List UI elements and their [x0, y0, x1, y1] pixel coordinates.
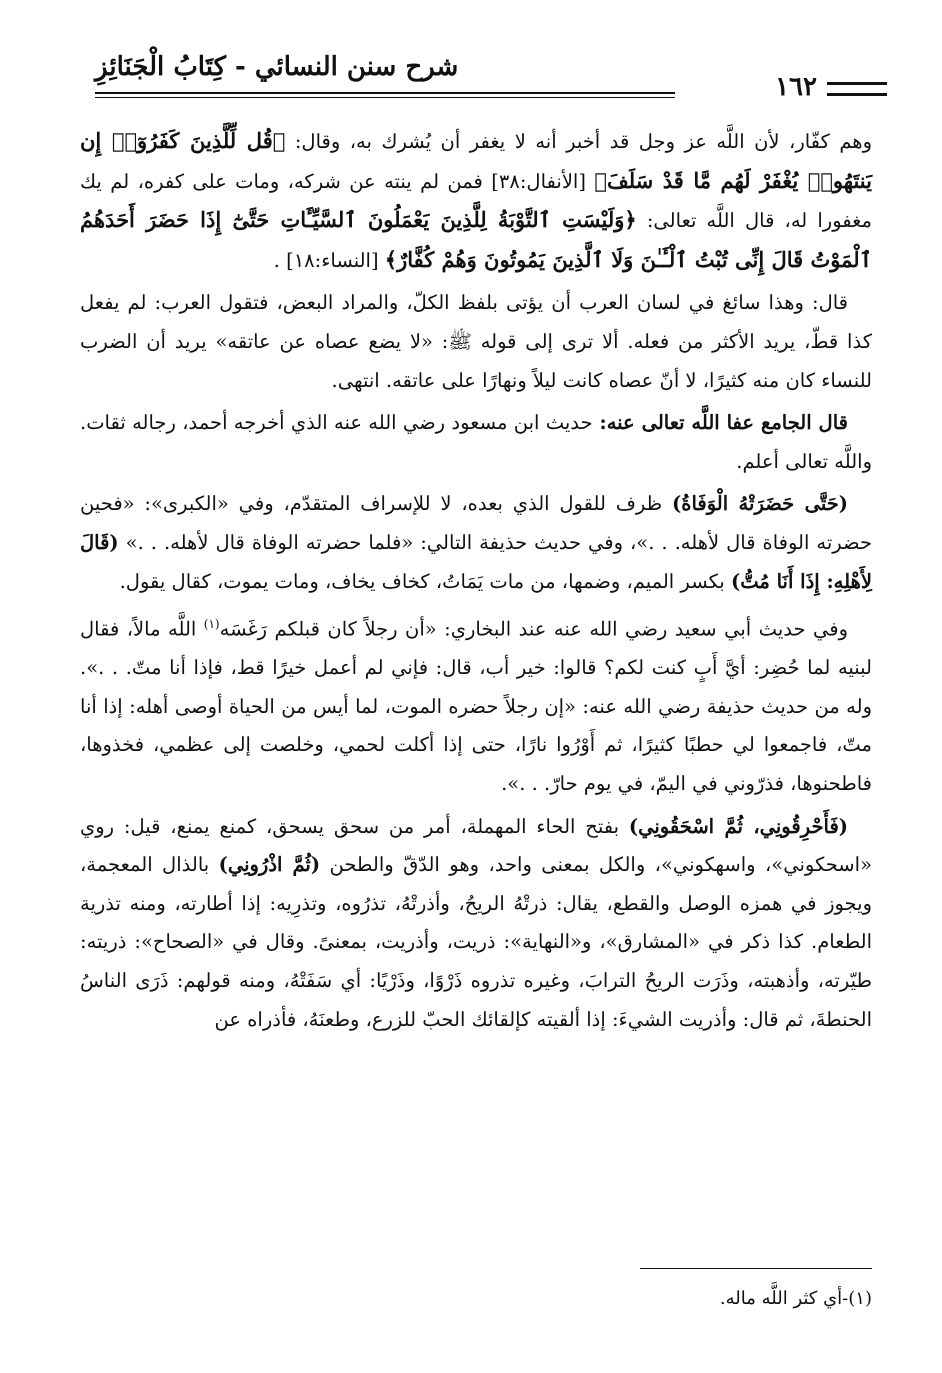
paragraph-p1 [80, 122, 872, 280]
text-run: [النساء:١٨] . [273, 248, 385, 272]
footnote: (١)-أي كثر اللَّه ماله. [719, 1288, 872, 1309]
header-rule [95, 92, 675, 94]
lemma-heading: (حَتَّى حَضَرَتْهُ الْوَفَاةُ) [672, 492, 848, 516]
paragraph-p5 [80, 605, 872, 803]
lemma-heading: (قَالَ لِأَهْلِهِ: إِذَا أَنَا مُتُّ) [80, 530, 872, 593]
page-number-rule [827, 82, 887, 96]
paragraph-p6 [80, 808, 872, 1040]
footnote-separator [640, 1268, 872, 1269]
text-run: [الأنفال:٣٨] فمن لم ينته عن شركه، ومات على كفره، لم يك مغفورا له، قال اللَّه تعالى: [80, 169, 872, 233]
text-run: بفتح الحاء المهملة، أمر من سحق يسحق، كمنع يمنع، قيل: روي «اسحكوني»، واسهكوني»، والكل بمعنى واحد، وهو الدّقّ والطحن [80, 814, 872, 877]
text-run: اللَّه مالاً، فقال لبنيه لما حُضِر: أيَّ أَبٍ كنت لكم؟ قالوا: خير أب، قال: فإني لم أعمل خيرًا قط، فإذا أنا متّ. . .». وله من حديث حذيفة رضي الله عنه: «إن رجلاً حضره الموت، لما أيس من الحياة أوصى أهله: إذا أنا متّ، فاجمعوا لي حطبًا كثيرًا، ثم أَوْرُوا نارًا، حتى إذا أكلت لحمي، وخلصت إلى عظمي، فخذوها، فاطحنوها، فذرّوني في اليمّ، في يوم حارّ. . .». [80, 617, 872, 795]
text-run: وهم كفّار، لأن اللَّه عز وجل قد أخبر أنه لا يغفر أن يُشرك به، وقال: [285, 130, 872, 153]
text-run: بالذال المعجمة، ويجوز في همزه الوصل والقطع، يقال: ذرتْهُ الريحُ، وأذرتْهُ، تذرُوه، وتذرِيه: إذا أطارته، ومنه تذرية الطعام. كذا ذكر في «المشارق»، و«النهاية»: ذريت، وأذريت، بمعنىً. وقال في «الصحاح»: ذريته: طيّرته، وأذهبته، وذَرَت الريحُ الترابَ، وغيره تذروه ذَرْوًا، وذَرْيًا: أي سَفَتْهُ، ومنه قولهم: ذَرَى الناسُ الحنطةَ، ثم قال: وأذريت الشيءَ: إذا ألقيته كإلقائك الحبّ للزرع، وطعنَهُ، فأذراه عن [80, 853, 872, 1031]
running-title: شرح سنن النسائي - كِتَابُ الْجَنَائِزِ [95, 52, 459, 82]
lemma-heading: (فَأَحْرِقُونِي، ثُمَّ اسْحَقُونِي) [628, 814, 849, 838]
text-run: وفي حديث أبي سعيد رضي الله عنه عند البخاري: «أن رجلاً كان قبلكم رَغَسَه [219, 617, 848, 641]
paragraph-p3 [80, 404, 872, 481]
quran-verse: ﴿وَلَيْسَتِ ٱلتَّوْبَةُ لِلَّذِينَ يَعْمَلُونَ ٱلسَّيِّـَٔاتِ حَتَّىٰٓ إِذَا حَضَرَ أَحَدَهُمُ ٱلْمَوْتُ قَالَ إِنِّى تُبْتُ ٱلْـَٔـٰنَ وَلَا ٱلَّذِينَ يَمُوتُونَ وَهُمْ كُفَّارٌ﴾ [80, 207, 872, 272]
text-run: حديث ابن مسعود رضي الله عنه الذي أخرجه أحمد، رجاله ثقات. واللَّه تعالى أعلم. [80, 411, 872, 473]
header-rule-thin [95, 97, 675, 98]
main-text [80, 122, 872, 1043]
text-run: قال: وهذا سائغ في لسان العرب أن يؤتى بلفظ الكلّ، والمراد البعض، فتقول العرب: لم يفعل كذا قطّ، يريد الأكثر من فعله. ألا ترى إلى قوله ﷺ: «لا يضع عصاه عن عاتقه» يريد أن الضرب للنساء كان منه كثيرًا، لا أنّ عصاه كانت ليلاً ونهارًا على عاتقه. انتهى. [80, 291, 872, 392]
lemma-heading: (ثُمَّ اذْرُونِي) [218, 853, 321, 877]
lemma-heading: قال الجامع عفا اللَّه تعالى عنه: [592, 411, 848, 435]
page-number: ١٦٢ [775, 72, 817, 102]
paragraph-p2 [80, 284, 872, 400]
text-run: بكسر الميم، وضمها، من مات يَمَاتُ، كخاف يخاف، ومات يموت، كقال يقول. [119, 569, 731, 593]
paragraph-p4 [80, 485, 872, 601]
running-header [95, 52, 887, 112]
quran-verse: ﴿قُل لِّلَّذِينَ كَفَرُوٓا۟ إِن يَنتَهُوا۟ يُغْفَرْ لَهُم مَّا قَدْ سَلَفَ﴾ [80, 128, 872, 193]
text-run: ظرف للقول الذي بعده، لا للإسراف المتقدّم، وفي «الكبرى»: «فحين حضرته الوفاة قال لأهله. . .»، وفي حديث حذيفة التالي: «فلما حضرته الوفاة قال لأهله. . .» [80, 492, 872, 554]
footnote-marker: (١) [203, 617, 220, 632]
